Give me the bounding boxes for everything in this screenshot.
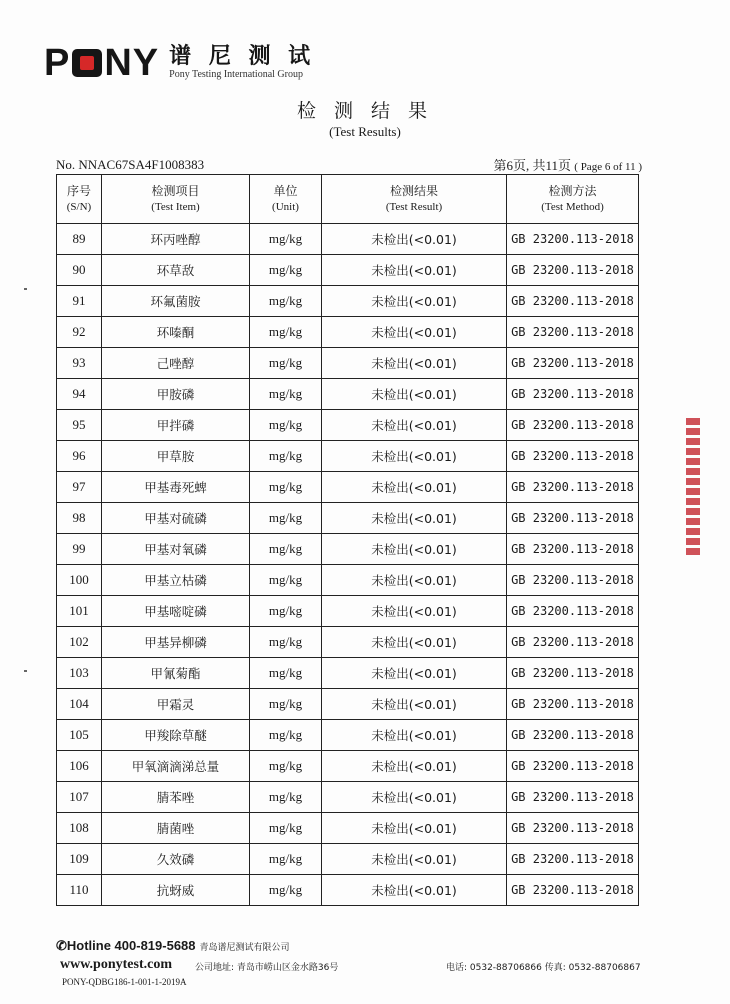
table-row <box>57 627 639 658</box>
document-title: 检 测 结 果 <box>296 100 434 122</box>
table-row <box>57 472 639 503</box>
cell-test-item: 甲基嘧啶磷 <box>102 596 250 627</box>
cell-test-result: 未检出(<0.01) <box>322 441 507 472</box>
cell-test-method: GB 23200.113-2018 <box>507 472 639 503</box>
seal-stamp-edge <box>686 418 700 558</box>
document-subtitle: (Test Results) <box>329 124 401 139</box>
table-row <box>57 875 639 906</box>
cell-sn: 101 <box>57 596 102 627</box>
table-row <box>57 782 639 813</box>
cell-sn: 97 <box>57 472 102 503</box>
cell-unit: mg/kg <box>250 255 322 286</box>
table-row <box>57 689 639 720</box>
cell-test-result: 未检出(<0.01) <box>322 751 507 782</box>
cell-unit: mg/kg <box>250 534 322 565</box>
cell-test-method: GB 23200.113-2018 <box>507 813 639 844</box>
cell-test-method: GB 23200.113-2018 <box>507 224 639 255</box>
logo-o-mark-icon <box>72 49 102 77</box>
cell-test-method: GB 23200.113-2018 <box>507 875 639 906</box>
cell-unit: mg/kg <box>250 410 322 441</box>
cell-test-method: GB 23200.113-2018 <box>507 689 639 720</box>
cell-test-item: 抗蚜威 <box>102 875 250 906</box>
cell-sn: 110 <box>57 875 102 906</box>
cell-test-result: 未检出(<0.01) <box>322 813 507 844</box>
logo-letters-ny: NY <box>104 42 160 84</box>
cell-test-item: 甲基对氧磷 <box>102 534 250 565</box>
cell-test-result: 未检出(<0.01) <box>322 286 507 317</box>
cell-test-item: 甲草胺 <box>102 441 250 472</box>
cell-sn: 109 <box>57 844 102 875</box>
table-row <box>57 317 639 348</box>
cell-test-item: 环草敌 <box>102 255 250 286</box>
table-row <box>57 751 639 782</box>
footer-address: 公司地址: 青岛市崂山区金水路36号 <box>195 963 339 973</box>
cell-sn: 90 <box>57 255 102 286</box>
cell-test-method: GB 23200.113-2018 <box>507 441 639 472</box>
table-row <box>57 410 639 441</box>
cell-unit: mg/kg <box>250 317 322 348</box>
cell-test-method: GB 23200.113-2018 <box>507 379 639 410</box>
cell-test-method: GB 23200.113-2018 <box>507 565 639 596</box>
cell-test-result: 未检出(<0.01) <box>322 317 507 348</box>
company-logo <box>44 44 315 82</box>
cell-test-result: 未检出(<0.01) <box>322 534 507 565</box>
cell-test-item: 环丙唑醇 <box>102 224 250 255</box>
table-row <box>57 813 639 844</box>
cell-test-item: 甲基毒死蜱 <box>102 472 250 503</box>
cell-sn: 100 <box>57 565 102 596</box>
cell-test-item: 甲基对硫磷 <box>102 503 250 534</box>
cell-test-result: 未检出(<0.01) <box>322 627 507 658</box>
cell-unit: mg/kg <box>250 224 322 255</box>
logo-letter-p: P <box>44 42 71 84</box>
cell-test-method: GB 23200.113-2018 <box>507 596 639 627</box>
table-row <box>57 224 639 255</box>
footer-contact: 电话: 0532-88706866 传真: 0532-88706867 <box>446 963 641 973</box>
table-row <box>57 658 639 689</box>
cell-test-item: 甲氰菊酯 <box>102 658 250 689</box>
cell-test-result: 未检出(<0.01) <box>322 503 507 534</box>
results-table <box>56 174 639 906</box>
cell-sn: 91 <box>57 286 102 317</box>
cell-test-item: 腈菌唑 <box>102 813 250 844</box>
footer-website: www.ponytest.com <box>60 957 172 972</box>
cell-test-result: 未检出(<0.01) <box>322 596 507 627</box>
cell-sn: 89 <box>57 224 102 255</box>
cell-test-method: GB 23200.113-2018 <box>507 782 639 813</box>
footer-hotline <box>56 938 290 954</box>
cell-test-item: 环氟菌胺 <box>102 286 250 317</box>
logo-name-cn: 谱 尼 测 试 <box>169 44 316 69</box>
cell-test-result: 未检出(<0.01) <box>322 410 507 441</box>
cell-unit: mg/kg <box>250 565 322 596</box>
cell-unit: mg/kg <box>250 751 322 782</box>
cell-test-result: 未检出(<0.01) <box>322 720 507 751</box>
margin-mark <box>24 670 27 672</box>
cell-unit: mg/kg <box>250 720 322 751</box>
page-indicator <box>494 155 643 174</box>
cell-test-method: GB 23200.113-2018 <box>507 751 639 782</box>
cell-test-method: GB 23200.113-2018 <box>507 255 639 286</box>
cell-sn: 105 <box>57 720 102 751</box>
cell-test-item: 甲氧滴滴涕总量 <box>102 751 250 782</box>
cell-test-result: 未检出(<0.01) <box>322 472 507 503</box>
cell-sn: 107 <box>57 782 102 813</box>
cell-unit: mg/kg <box>250 286 322 317</box>
table-row <box>57 720 639 751</box>
cell-unit: mg/kg <box>250 782 322 813</box>
cell-test-method: GB 23200.113-2018 <box>507 503 639 534</box>
cell-sn: 103 <box>57 658 102 689</box>
cell-test-item: 甲基立枯磷 <box>102 565 250 596</box>
cell-test-item: 久效磷 <box>102 844 250 875</box>
cell-test-result: 未检出(<0.01) <box>322 224 507 255</box>
cell-test-result: 未检出(<0.01) <box>322 658 507 689</box>
table-row <box>57 286 639 317</box>
logo-wordmark <box>44 44 159 82</box>
cell-sn: 102 <box>57 627 102 658</box>
cell-unit: mg/kg <box>250 658 322 689</box>
header-sn: 序号 (S/N) <box>57 175 102 224</box>
cell-sn: 99 <box>57 534 102 565</box>
cell-test-result: 未检出(<0.01) <box>322 689 507 720</box>
cell-test-method: GB 23200.113-2018 <box>507 627 639 658</box>
cell-unit: mg/kg <box>250 503 322 534</box>
table-header-row <box>57 175 639 224</box>
table-row <box>57 441 639 472</box>
cell-sn: 98 <box>57 503 102 534</box>
cell-test-item: 环嗪酮 <box>102 317 250 348</box>
cell-unit: mg/kg <box>250 875 322 906</box>
cell-test-method: GB 23200.113-2018 <box>507 317 639 348</box>
cell-test-item: 己唑醇 <box>102 348 250 379</box>
page-indicator-cn: 第6页, 共11页 <box>493 158 572 173</box>
cell-test-item: 甲胺磷 <box>102 379 250 410</box>
table-row <box>57 596 639 627</box>
cell-sn: 92 <box>57 317 102 348</box>
cell-test-result: 未检出(<0.01) <box>322 875 507 906</box>
cell-sn: 108 <box>57 813 102 844</box>
cell-unit: mg/kg <box>250 441 322 472</box>
cell-test-result: 未检出(<0.01) <box>322 844 507 875</box>
cell-test-result: 未检出(<0.01) <box>322 255 507 286</box>
cell-test-method: GB 23200.113-2018 <box>507 844 639 875</box>
hotline-number: ✆Hotline 400-819-5688 <box>56 938 196 953</box>
table-row <box>57 565 639 596</box>
cell-test-result: 未检出(<0.01) <box>322 565 507 596</box>
report-number: No. NNAC67SA4F1008383 <box>56 157 205 172</box>
header-test-item: 检测项目 (Test Item) <box>102 175 250 224</box>
cell-unit: mg/kg <box>250 844 322 875</box>
cell-sn: 93 <box>57 348 102 379</box>
table-row <box>57 348 639 379</box>
cell-test-result: 未检出(<0.01) <box>322 782 507 813</box>
cell-unit: mg/kg <box>250 472 322 503</box>
cell-unit: mg/kg <box>250 813 322 844</box>
cell-unit: mg/kg <box>250 348 322 379</box>
table-row <box>57 255 639 286</box>
header-test-method: 检测方法 (Test Method) <box>507 175 639 224</box>
cell-test-method: GB 23200.113-2018 <box>507 720 639 751</box>
cell-test-method: GB 23200.113-2018 <box>507 348 639 379</box>
cell-test-item: 甲羧除草醚 <box>102 720 250 751</box>
cell-sn: 106 <box>57 751 102 782</box>
cell-sn: 94 <box>57 379 102 410</box>
cell-test-method: GB 23200.113-2018 <box>507 286 639 317</box>
cell-test-result: 未检出(<0.01) <box>322 348 507 379</box>
cell-test-result: 未检出(<0.01) <box>322 379 507 410</box>
table-row <box>57 503 639 534</box>
logo-name-en: Pony Testing International Group <box>169 69 303 80</box>
cell-sn: 104 <box>57 689 102 720</box>
cell-test-item: 甲拌磷 <box>102 410 250 441</box>
cell-test-method: GB 23200.113-2018 <box>507 410 639 441</box>
table-row <box>57 844 639 875</box>
cell-test-item: 甲霜灵 <box>102 689 250 720</box>
margin-mark <box>24 288 27 290</box>
table-row <box>57 534 639 565</box>
cell-sn: 95 <box>57 410 102 441</box>
cell-test-item: 甲基异柳磷 <box>102 627 250 658</box>
cell-sn: 96 <box>57 441 102 472</box>
table-row <box>57 379 639 410</box>
footer-form-code: PONY-QDBG186-1-001-1-2019A <box>62 977 187 987</box>
cell-test-method: GB 23200.113-2018 <box>507 658 639 689</box>
cell-test-item: 腈苯唑 <box>102 782 250 813</box>
cell-unit: mg/kg <box>250 689 322 720</box>
cell-unit: mg/kg <box>250 627 322 658</box>
header-unit: 单位 (Unit) <box>250 175 322 224</box>
header-test-result: 检测结果 (Test Result) <box>322 175 507 224</box>
cell-unit: mg/kg <box>250 379 322 410</box>
footer-company-name: 青岛谱尼测试有限公司 <box>199 943 290 953</box>
cell-test-method: GB 23200.113-2018 <box>507 534 639 565</box>
page-indicator-en: ( Page 6 of 11 ) <box>574 161 642 173</box>
table-body <box>57 224 639 906</box>
cell-unit: mg/kg <box>250 596 322 627</box>
